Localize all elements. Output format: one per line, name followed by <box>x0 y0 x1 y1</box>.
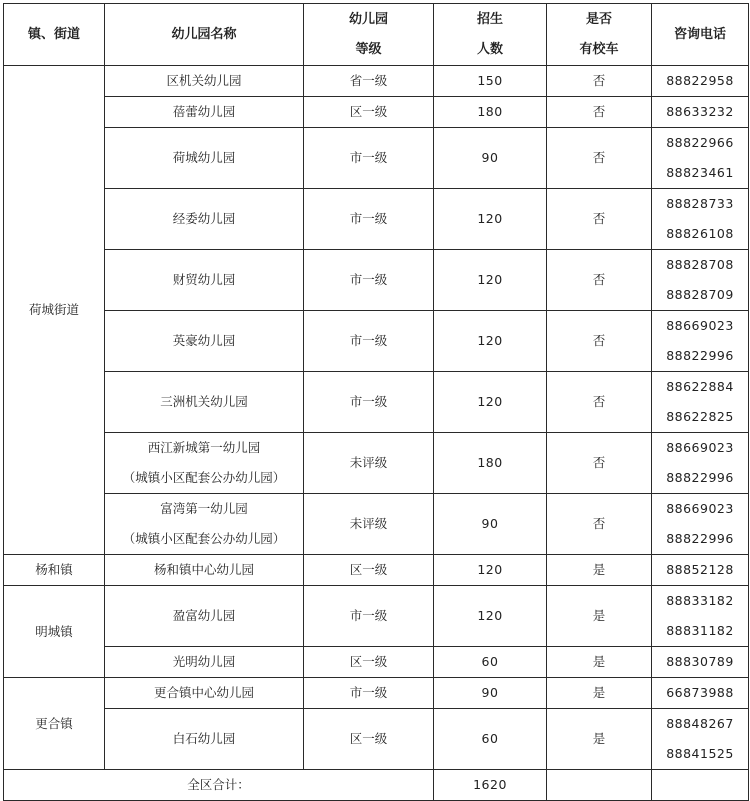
name-cell: 经委幼儿园 <box>105 189 304 250</box>
bus-cell: 否 <box>547 66 652 97</box>
phone-cell <box>652 189 749 250</box>
table-row <box>4 189 749 250</box>
count-cell: 120 <box>434 189 547 250</box>
level-cell: 未评级 <box>304 433 434 494</box>
phone-cell <box>652 372 749 433</box>
table-row <box>4 311 749 372</box>
phone-line: 88622825 <box>666 409 734 424</box>
level-cell: 市一级 <box>304 311 434 372</box>
level-cell: 区一级 <box>304 647 434 678</box>
table-row <box>4 250 749 311</box>
name-line: 富湾第一幼儿园 <box>160 501 248 516</box>
header-district: 镇、街道 <box>4 4 105 66</box>
phone-cell <box>652 250 749 311</box>
name-line: 西江新城第一幼儿园 <box>147 440 261 455</box>
bus-cell: 否 <box>547 433 652 494</box>
total-phone-empty <box>652 770 749 801</box>
count-cell: 90 <box>434 678 547 709</box>
count-cell: 90 <box>434 128 547 189</box>
name-note: （城镇小区配套公办幼儿园） <box>122 531 286 546</box>
count-cell: 120 <box>434 311 547 372</box>
header-row <box>4 4 749 66</box>
name-cell: 区机关幼儿园 <box>105 66 304 97</box>
kindergarten-table <box>3 3 749 801</box>
name-cell <box>105 494 304 555</box>
phone-line: 88622884 <box>666 379 734 394</box>
header-level <box>304 4 434 66</box>
phone-cell <box>652 494 749 555</box>
table-row <box>4 709 749 770</box>
table-row <box>4 678 749 709</box>
count-cell: 120 <box>434 372 547 433</box>
name-note: （城镇小区配套公办幼儿园） <box>122 470 286 485</box>
count-cell: 60 <box>434 709 547 770</box>
table-row <box>4 128 749 189</box>
header-bus <box>547 4 652 66</box>
count-cell: 120 <box>434 250 547 311</box>
name-cell: 光明幼儿园 <box>105 647 304 678</box>
header-enroll-line1: 招生 <box>476 11 503 27</box>
table-row <box>4 66 749 97</box>
phone-cell <box>652 586 749 647</box>
phone-line: 88669023 <box>666 318 734 333</box>
header-name: 幼儿园名称 <box>105 4 304 66</box>
phone-line: 88823461 <box>666 165 734 180</box>
count-cell: 180 <box>434 97 547 128</box>
table-row <box>4 494 749 555</box>
phone-line: 88822996 <box>666 348 734 363</box>
level-cell: 区一级 <box>304 555 434 586</box>
count-cell: 150 <box>434 66 547 97</box>
phone-line: 88669023 <box>666 440 734 455</box>
phone-cell <box>652 311 749 372</box>
name-cell: 更合镇中心幼儿园 <box>105 678 304 709</box>
header-enroll-line2: 人数 <box>476 41 503 57</box>
district-cell: 杨和镇 <box>4 555 105 586</box>
header-phone: 咨询电话 <box>652 4 749 66</box>
table-row <box>4 433 749 494</box>
phone-line: 88822996 <box>666 531 734 546</box>
name-cell: 荷城幼儿园 <box>105 128 304 189</box>
phone-line: 88841525 <box>666 746 734 761</box>
phone-line: 88831182 <box>666 623 734 638</box>
level-cell: 市一级 <box>304 189 434 250</box>
phone-line: 88828708 <box>666 257 734 272</box>
header-level-line1: 幼儿园 <box>348 11 388 27</box>
count-cell: 120 <box>434 555 547 586</box>
table-row <box>4 97 749 128</box>
header-level-line2: 等级 <box>355 41 382 57</box>
count-cell: 180 <box>434 433 547 494</box>
total-bus-empty <box>547 770 652 801</box>
bus-cell: 否 <box>547 372 652 433</box>
bus-cell: 否 <box>547 311 652 372</box>
name-cell: 白石幼儿园 <box>105 709 304 770</box>
phone-line: 88826108 <box>666 226 734 241</box>
bus-cell: 否 <box>547 97 652 128</box>
name-cell: 盈富幼儿园 <box>105 586 304 647</box>
phone-line: 88822996 <box>666 470 734 485</box>
district-cell: 明城镇 <box>4 586 105 678</box>
count-cell: 120 <box>434 586 547 647</box>
phone-cell: 88633232 <box>652 97 749 128</box>
name-cell: 蓓蕾幼儿园 <box>105 97 304 128</box>
count-cell: 90 <box>434 494 547 555</box>
level-cell: 区一级 <box>304 97 434 128</box>
phone-cell <box>652 709 749 770</box>
level-cell: 市一级 <box>304 128 434 189</box>
bus-cell: 是 <box>547 678 652 709</box>
phone-line: 88669023 <box>666 501 734 516</box>
table-row <box>4 555 749 586</box>
table-row <box>4 647 749 678</box>
phone-line: 88848267 <box>666 716 734 731</box>
phone-cell: 88830789 <box>652 647 749 678</box>
name-cell: 杨和镇中心幼儿园 <box>105 555 304 586</box>
phone-cell: 88822958 <box>652 66 749 97</box>
total-row <box>4 770 749 801</box>
name-cell: 财贸幼儿园 <box>105 250 304 311</box>
level-cell: 市一级 <box>304 678 434 709</box>
bus-cell: 是 <box>547 555 652 586</box>
bus-cell: 是 <box>547 709 652 770</box>
phone-cell: 66873988 <box>652 678 749 709</box>
phone-cell <box>652 433 749 494</box>
name-cell: 英豪幼儿园 <box>105 311 304 372</box>
total-label: 全区合计： <box>4 770 434 801</box>
district-cell: 更合镇 <box>4 678 105 770</box>
phone-cell: 88852128 <box>652 555 749 586</box>
level-cell: 市一级 <box>304 372 434 433</box>
name-cell: 三洲机关幼儿园 <box>105 372 304 433</box>
header-bus-line2: 有校车 <box>579 41 619 57</box>
bus-cell: 否 <box>547 250 652 311</box>
bus-cell: 是 <box>547 647 652 678</box>
level-cell: 省一级 <box>304 66 434 97</box>
header-enroll <box>434 4 547 66</box>
phone-line: 88822966 <box>666 135 734 150</box>
level-cell: 市一级 <box>304 250 434 311</box>
level-cell: 区一级 <box>304 709 434 770</box>
district-cell: 荷城街道 <box>4 66 105 555</box>
name-cell <box>105 433 304 494</box>
table-row <box>4 372 749 433</box>
level-cell: 未评级 <box>304 494 434 555</box>
phone-cell <box>652 128 749 189</box>
phone-line: 88833182 <box>666 593 734 608</box>
bus-cell: 否 <box>547 189 652 250</box>
table-row <box>4 586 749 647</box>
phone-line: 88828709 <box>666 287 734 302</box>
bus-cell: 是 <box>547 586 652 647</box>
header-bus-line1: 是否 <box>585 11 612 27</box>
phone-line: 88828733 <box>666 196 734 211</box>
count-cell: 60 <box>434 647 547 678</box>
bus-cell: 否 <box>547 128 652 189</box>
bus-cell: 否 <box>547 494 652 555</box>
level-cell: 市一级 <box>304 586 434 647</box>
total-count: 1620 <box>434 770 547 801</box>
